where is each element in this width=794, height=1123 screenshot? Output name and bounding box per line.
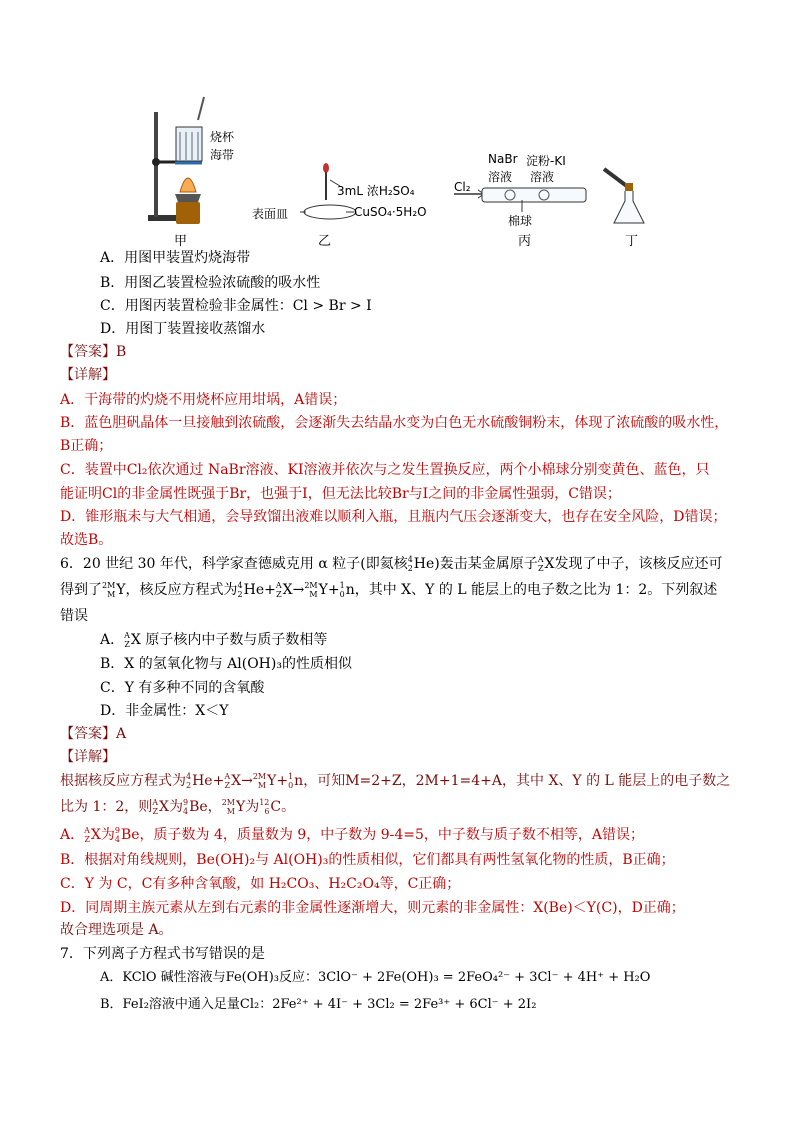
q6-stem-line1: 6．20 世纪 30 年代，科学家查德威克用 α 粒子(即氦核 4 2 He)轰击某金属原子 A Z X发现了中子，该核反应还可: [60, 555, 723, 573]
q6-exp1b: ，可知M=2+Z，2M+1=4+A，其中 X、Y 的 L 能层上的电子数之: [303, 773, 731, 789]
starch-ki-label: 淀粉-KI: [526, 154, 566, 168]
q6-explain-line1: 根据核反应方程式为 4 2 He+ A Z X→ 2M M Y+ 1 0 n，可知M=2+Z，2M+1=4+A，其中 X、Y 的 L 能层上的电子数之: [60, 772, 731, 790]
q6-expA-b: X为: [90, 827, 115, 843]
q6-exp2: 比为 1：2，则: [60, 799, 153, 815]
q5-option-d: D．用图丁装置接收蒸馏水: [100, 321, 266, 337]
q6-stem-line2: 得到了 2M M Y，核反应方程式为 4 2 He+ A Z X→ 2M M Y+ 1 0 n，其中 X、Y 的 L 能层上的电子数之比为 1：2。下列叙述: [60, 581, 718, 599]
q6-option-a: A． A Z X 原子核内中子数与质子数相等: [100, 631, 328, 649]
q7-stem: 7．下列离子方程式书写错误的是: [60, 946, 265, 962]
q5-option-b: B．用图乙装置检验浓硫酸的吸水性: [100, 275, 321, 291]
q6-stem-line3: 错误: [60, 608, 88, 624]
q6-expA-a: A．: [60, 827, 85, 843]
acid-label: 3mL 浓H₂SO₄: [337, 184, 415, 198]
q6-exp1: 根据核反应方程式为: [60, 773, 186, 789]
q6-exp2b: X为: [159, 799, 184, 815]
q6-exp2e: C。: [270, 799, 296, 815]
q5-conclusion: 故选B。: [60, 532, 113, 548]
beaker-label: 烧杯: [210, 130, 235, 144]
q7-option-a: A．KClO 碱性溶液与Fe(OH)₃反应：3ClO⁻ + 2Fe(OH)₃ = 2FeO₄²⁻ + 3Cl⁻ + 4H⁺ + H₂O: [100, 970, 651, 985]
kelp-label: 海带: [210, 148, 235, 162]
yi-caption: 乙: [318, 234, 332, 249]
q5-option-c: C．用图丙装置检验非金属性：Cl > Br > I: [100, 298, 372, 314]
q6-stem-part1: 6．20 世纪 30 年代，科学家查德威克用 α 粒子(即氦核: [60, 556, 408, 572]
jia-caption: 甲: [174, 234, 188, 249]
q5-explain-b2: B正确；: [60, 438, 113, 454]
q6-option-d: D．非金属性：X＜Y: [100, 703, 229, 719]
q6-stem2-b: Y，核反应方程式为: [116, 582, 238, 598]
q6-answer: 【答案】A: [60, 726, 127, 742]
figure-bing: [452, 150, 592, 253]
bing-caption: 丙: [518, 234, 532, 249]
q6-stem2-e: Y+: [318, 582, 340, 598]
q5-detail-title: 【详解】: [60, 367, 116, 383]
cotton-label: 棉球: [508, 214, 533, 228]
q6-explain-d: D．同周期主族元素从左到右元素的非金属性逐渐增大，则元素的非金属性：X(Be)＜Y(C)，D正确；: [60, 900, 685, 916]
q6-option-c: C．Y 有多种不同的含氧酸: [100, 680, 265, 696]
figure-yi: [250, 158, 450, 253]
q5-explain-c: C．装置中Cl₂依次通过 NaBr溶液、KI溶液并依次与之发生置换反应，两个小棉球分别变黄色、蓝色，只: [60, 462, 710, 478]
q5-explain-b: B．蓝色胆矾晶体一旦接触到浓硫酸，会逐渐失去结晶水变为白色无水硫酸铜粉末，体现了浓硫酸的吸水性，: [60, 415, 729, 431]
q6-stem2-c: He+: [243, 582, 276, 598]
q6-explain-a: A． A Z X为 9 4 Be，质子数为 4，质量数为 9，中子数为 9-4=5，中子数与质子数不相等，A错误；: [60, 826, 644, 844]
q6-stem-part3: X发现了中子，该核反应还可: [544, 556, 723, 572]
q5-explain-d: D．锥形瓶未与大气相通，会导致馏出液难以顺利入瓶，且瓶内气压会逐渐变大，也存在安全风险，D错误；: [60, 509, 727, 525]
ding-flask-diagram: [600, 165, 660, 230]
q6-exp2d: Y为: [235, 799, 260, 815]
nabr-label: NaBr: [488, 152, 518, 166]
nabr-solution-label: 溶液: [488, 170, 513, 184]
q6-option-b: B．X 的氢氧化物与 Al(OH)₃的性质相似: [100, 656, 352, 672]
starch-solution-label: 溶液: [530, 170, 555, 184]
q5-explain-c2: 能证明Cl的非金属性既强于Br，也强于I，但无法比较Br与I之间的非金属性强弱，C错误；: [60, 486, 621, 502]
q6-explain-line2: 比为 1：2，则 A Z X为 9 4 Be， 2M M Y为 12 6 C。: [60, 798, 296, 816]
crystal-label: CuSO₄·5H₂O: [354, 205, 427, 219]
q6-stem2-d: X→: [282, 582, 305, 598]
q6-explain-b: B．根据对角线规则，Be(OH)₂与 Al(OH)₃的性质相似，它们都具有两性氢氧化物的性质，B正确；: [60, 852, 675, 868]
q6-stem-part2: He)轰击某金属原子: [413, 556, 538, 572]
q6-conclusion: 故合理选项是 A。: [60, 922, 173, 938]
q6-option-a-prefix: A．: [100, 632, 125, 648]
q5-explain-a: A．干海带的灼烧不用烧杯应用坩埚，A错误；: [60, 392, 347, 408]
q6-exp2c: Be，: [189, 799, 222, 815]
q6-stem2-f: n，其中 X、Y 的 L 能层上的电子数之比为 1：2。下列叙述: [345, 582, 718, 598]
q6-expA-c: Be，质子数为 4，质量数为 9，中子数为 9-4=5，中子数与质子数不相等，A错误；: [120, 827, 644, 843]
figure-jia: [140, 92, 250, 252]
q6-explain-c: C．Y 为 C，C有多种含氧酸，如 H₂CO₃、H₂C₂O₄等，C正确；: [60, 876, 461, 892]
ding-caption: 丁: [625, 234, 639, 249]
q6-option-a-text: X 原子核内中子数与质子数相等: [130, 632, 328, 648]
q6-detail-title: 【详解】: [60, 749, 116, 765]
figure-ding: [600, 165, 660, 253]
q5-option-a: A．用图甲装置灼烧海带: [100, 250, 251, 266]
cl2-label: Cl₂: [454, 180, 471, 194]
q6-stem2-a: 得到了: [60, 582, 102, 598]
q5-answer: 【答案】B: [60, 344, 127, 360]
dish-label: 表面皿: [252, 207, 289, 221]
q7-option-b: B．FeI₂溶液中通入足量Cl₂：2Fe²⁺ + 4I⁻ + 3Cl₂ = 2Fe³⁺ + 6Cl⁻ + 2I₂: [100, 997, 537, 1012]
